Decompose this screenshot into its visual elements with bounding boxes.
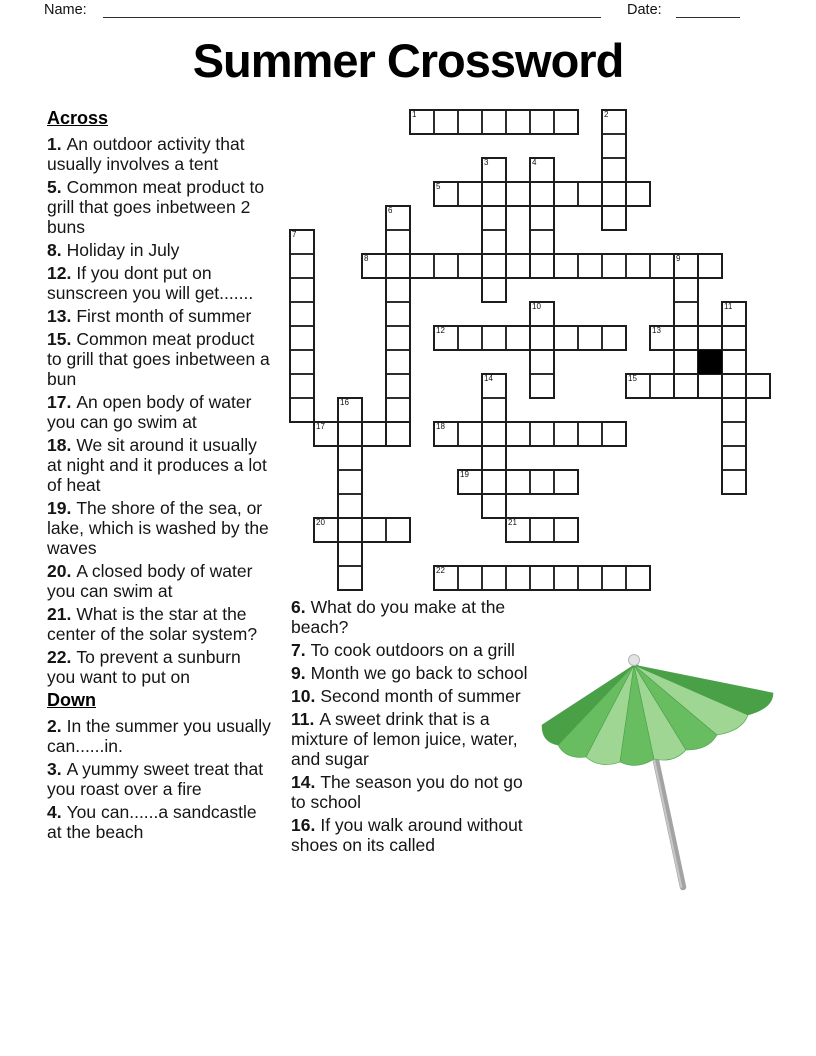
name-line[interactable]: [103, 3, 601, 18]
cell-number: 8: [364, 254, 369, 263]
crossword-cell[interactable]: [674, 350, 698, 374]
crossword-cell[interactable]: [482, 278, 506, 302]
crossword-cell[interactable]: [602, 182, 626, 206]
clue-text: First month of summer: [76, 306, 252, 326]
crossword-cell[interactable]: [698, 254, 722, 278]
crossword-cell[interactable]: [722, 446, 746, 470]
middle-clue-column: [291, 597, 531, 858]
clue-text: If you dont put on sunscreen you will get.......: [47, 263, 254, 303]
clue-text: If you walk around without shoes on its called: [291, 815, 523, 855]
clue-text: A closed body of water you can swim at: [47, 561, 253, 601]
crossword-cell[interactable]: [482, 182, 506, 206]
crossword-cell[interactable]: [602, 206, 626, 230]
crossword-cell[interactable]: [530, 518, 554, 542]
crossword-cell[interactable]: [530, 110, 554, 134]
crossword-cell[interactable]: [290, 326, 314, 350]
clue-text: In the summer you usually can......in.: [47, 716, 271, 756]
crossword-cell[interactable]: [530, 566, 554, 590]
crossword-cell[interactable]: [674, 278, 698, 302]
crossword-cell[interactable]: [722, 374, 746, 398]
crossword-cell[interactable]: [386, 230, 410, 254]
crossword-cell[interactable]: [290, 254, 314, 278]
clue-down-2: [47, 716, 273, 756]
cell-number: 21: [508, 518, 517, 527]
crossword-cell[interactable]: [338, 422, 362, 446]
clue-number: 21.: [47, 604, 72, 624]
crossword-cell[interactable]: [482, 422, 506, 446]
clue-down-3: [47, 759, 273, 799]
crossword-cell[interactable]: [410, 254, 434, 278]
clue-across-13: [47, 306, 273, 326]
clue-down-11: [291, 709, 531, 769]
crossword-cell[interactable]: [338, 518, 362, 542]
crossword-cell[interactable]: [482, 326, 506, 350]
cell-number: 2: [604, 110, 609, 119]
crossword-cell[interactable]: [602, 158, 626, 182]
crossword-cell[interactable]: [722, 398, 746, 422]
crossword-cell[interactable]: [554, 182, 578, 206]
crossword-cell[interactable]: [386, 398, 410, 422]
crossword-cell[interactable]: [530, 254, 554, 278]
crossword-cell[interactable]: [554, 326, 578, 350]
crossword-cell[interactable]: [482, 206, 506, 230]
crossword-cell[interactable]: [722, 470, 746, 494]
crossword-cell[interactable]: [506, 254, 530, 278]
crossword-cell[interactable]: [650, 254, 674, 278]
black-cell: [698, 350, 722, 374]
clue-down-7: [291, 640, 531, 660]
crossword-cell[interactable]: [434, 254, 458, 278]
crossword-cell[interactable]: [458, 566, 482, 590]
crossword-cell[interactable]: [338, 542, 362, 566]
crossword-cell[interactable]: [530, 326, 554, 350]
crossword-cell[interactable]: [626, 182, 650, 206]
clue-text: The shore of the sea, or lake, which is washed by the waves: [47, 498, 269, 558]
crossword-cell[interactable]: [434, 110, 458, 134]
across-header: Across: [47, 108, 109, 128]
cell-number: 5: [436, 182, 441, 191]
crossword-cell[interactable]: [482, 398, 506, 422]
clue-number: 5.: [47, 177, 62, 197]
cell-number: 1: [412, 110, 417, 119]
crossword-cell[interactable]: [746, 374, 770, 398]
crossword-cell[interactable]: [578, 254, 602, 278]
crossword-cell[interactable]: [722, 326, 746, 350]
crossword-cell[interactable]: [338, 470, 362, 494]
clue-across-20: [47, 561, 273, 601]
clue-text: We sit around it usually at night and it produces a lot of heat: [47, 435, 267, 495]
crossword-cell[interactable]: [602, 254, 626, 278]
crossword-cell[interactable]: [722, 350, 746, 374]
clue-number: 8.: [47, 240, 62, 260]
crossword-cell[interactable]: [290, 302, 314, 326]
clue-number: 13.: [47, 306, 72, 326]
crossword-cell[interactable]: [482, 110, 506, 134]
crossword-cell[interactable]: [602, 566, 626, 590]
crossword-cell[interactable]: [506, 422, 530, 446]
clue-text: Common meat product to grill that goes inbetween 2 buns: [47, 177, 265, 237]
crossword-cell[interactable]: [290, 374, 314, 398]
crossword-cell[interactable]: [554, 470, 578, 494]
cell-number: 12: [436, 326, 445, 335]
crossword-cell[interactable]: [530, 206, 554, 230]
crossword-cell[interactable]: [602, 422, 626, 446]
crossword-cell[interactable]: [338, 566, 362, 590]
clue-text: The season you do not go to school: [291, 772, 523, 812]
crossword-cell[interactable]: [650, 374, 674, 398]
clue-text: What do you make at the beach?: [291, 597, 506, 637]
clue-text: Month we go back to school: [310, 663, 528, 683]
clue-text: Common meat product to grill that goes inbetween a bun: [47, 329, 270, 389]
crossword-cell[interactable]: [554, 518, 578, 542]
crossword-cell[interactable]: [290, 398, 314, 422]
clue-number: 19.: [47, 498, 72, 518]
crossword-cell[interactable]: [554, 422, 578, 446]
crossword-cell[interactable]: [362, 518, 386, 542]
down-header: Down: [47, 690, 96, 710]
clue-text: Second month of summer: [320, 686, 521, 706]
crossword-cell[interactable]: [554, 254, 578, 278]
cell-number: 14: [484, 374, 493, 383]
clue-text: An outdoor activity that usually involves a tent: [47, 134, 245, 174]
crossword-cell[interactable]: [458, 254, 482, 278]
crossword-cell[interactable]: [482, 470, 506, 494]
clue-across-19: [47, 498, 273, 558]
clue-across-5: [47, 177, 273, 237]
crossword-cell[interactable]: [578, 566, 602, 590]
name-label: Name:: [44, 2, 87, 18]
crossword-cell[interactable]: [626, 254, 650, 278]
crossword-cell[interactable]: [386, 374, 410, 398]
clue-down-6: [291, 597, 531, 637]
clue-text: An open body of water you can go swim at: [47, 392, 252, 432]
clue-text: To cook outdoors on a grill: [310, 640, 515, 660]
clue-down-10: [291, 686, 531, 706]
left-clue-column: [47, 108, 273, 845]
crossword-cell[interactable]: [386, 422, 410, 446]
clue-number: 10.: [291, 686, 316, 706]
crossword-cell[interactable]: [578, 182, 602, 206]
crossword-cell[interactable]: [338, 446, 362, 470]
clue-number: 22.: [47, 647, 72, 667]
cell-number: 7: [292, 230, 297, 239]
crossword-cell[interactable]: [674, 374, 698, 398]
cell-number: 19: [460, 470, 469, 479]
crossword-cell[interactable]: [602, 134, 626, 158]
clue-text: You can......a sandcastle at the beach: [47, 802, 257, 842]
crossword-cell[interactable]: [482, 446, 506, 470]
clue-across-8: [47, 240, 273, 260]
clue-number: 2.: [47, 716, 62, 736]
date-label: Date:: [627, 2, 662, 18]
cell-number: 13: [652, 326, 661, 335]
umbrella-finial: [629, 655, 640, 666]
crossword-cell[interactable]: [386, 518, 410, 542]
clue-number: 14.: [291, 772, 316, 792]
crossword-cell[interactable]: [554, 566, 578, 590]
crossword-cell[interactable]: [578, 422, 602, 446]
crossword-cell[interactable]: [530, 470, 554, 494]
crossword-cell[interactable]: [386, 350, 410, 374]
cell-number: 20: [316, 518, 325, 527]
crossword-cell[interactable]: [530, 182, 554, 206]
clue-number: 4.: [47, 802, 62, 822]
cell-number: 3: [484, 158, 489, 167]
crossword-cell[interactable]: [530, 230, 554, 254]
crossword-cell[interactable]: [626, 566, 650, 590]
crossword-cell[interactable]: [578, 326, 602, 350]
crossword-cell[interactable]: [458, 110, 482, 134]
crossword-cell[interactable]: [386, 302, 410, 326]
cell-number: 6: [388, 206, 393, 215]
cell-number: 4: [532, 158, 537, 167]
crossword-cell[interactable]: [554, 110, 578, 134]
crossword-cell[interactable]: [482, 494, 506, 518]
clue-text: What is the star at the center of the solar system?: [47, 604, 258, 644]
clue-down-9: [291, 663, 531, 683]
umbrella-svg: [520, 645, 790, 900]
clue-number: 16.: [291, 815, 316, 835]
crossword-cell[interactable]: [530, 422, 554, 446]
cell-number: 11: [724, 302, 733, 311]
clue-number: 6.: [291, 597, 306, 617]
crossword-cell[interactable]: [506, 182, 530, 206]
crossword-cell[interactable]: [386, 326, 410, 350]
crossword-cell[interactable]: [506, 326, 530, 350]
crossword-cell[interactable]: [698, 374, 722, 398]
crossword-cell[interactable]: [338, 494, 362, 518]
cell-number: 22: [436, 566, 445, 575]
clue-number: 1.: [47, 134, 62, 154]
beach-umbrella-image: [520, 645, 790, 900]
crossword-cell[interactable]: [458, 422, 482, 446]
cell-number: 15: [628, 374, 637, 383]
clue-text: To prevent a sunburn you want to put on: [47, 647, 241, 687]
clue-number: 11.: [291, 709, 315, 729]
crossword-cell[interactable]: [506, 470, 530, 494]
crossword-cell[interactable]: [482, 566, 506, 590]
crossword-cell[interactable]: [482, 254, 506, 278]
clue-down-14: [291, 772, 531, 812]
clue-number: 17.: [47, 392, 72, 412]
clue-number: 9.: [291, 663, 306, 683]
clue-number: 15.: [47, 329, 72, 349]
clue-number: 3.: [47, 759, 62, 779]
cell-number: 17: [316, 422, 325, 431]
clue-number: 20.: [47, 561, 72, 581]
crossword-cell[interactable]: [674, 326, 698, 350]
crossword-cell[interactable]: [602, 326, 626, 350]
cell-number: 16: [340, 398, 349, 407]
crossword-cell[interactable]: [362, 422, 386, 446]
page-title: Summer Crossword: [192, 34, 624, 87]
clue-across-21: [47, 604, 273, 644]
crossword-cell[interactable]: [698, 326, 722, 350]
crossword-cell[interactable]: [482, 230, 506, 254]
clue-text: Holiday in July: [66, 240, 180, 260]
crossword-cell[interactable]: [290, 278, 314, 302]
cell-number: 18: [436, 422, 445, 431]
clue-number: 7.: [291, 640, 306, 660]
crossword-cell[interactable]: [290, 350, 314, 374]
date-line[interactable]: [676, 3, 740, 18]
clue-across-18: [47, 435, 273, 495]
crossword-cell[interactable]: [506, 566, 530, 590]
crossword-cell[interactable]: [506, 110, 530, 134]
clue-across-22: [47, 647, 273, 687]
clue-number: 12.: [47, 263, 72, 283]
crossword-cell[interactable]: [386, 278, 410, 302]
clue-across-12: [47, 263, 273, 303]
crossword-cell[interactable]: [386, 254, 410, 278]
crossword-cell[interactable]: [458, 326, 482, 350]
clue-text: A yummy sweet treat that you roast over a fire: [47, 759, 264, 799]
clue-across-1: [47, 134, 273, 174]
clue-down-4: [47, 802, 273, 842]
crossword-cell[interactable]: [530, 374, 554, 398]
clue-across-17: [47, 392, 273, 432]
clue-text: A sweet drink that is a mixture of lemon juice, water, and sugar: [291, 709, 518, 769]
crossword-cell[interactable]: [530, 350, 554, 374]
clue-down-16: [291, 815, 531, 855]
crossword-cell[interactable]: [722, 422, 746, 446]
clue-number: 18.: [47, 435, 72, 455]
cell-number: 9: [676, 254, 681, 263]
crossword-cell[interactable]: [458, 182, 482, 206]
clue-across-15: [47, 329, 273, 389]
crossword-cell[interactable]: [674, 302, 698, 326]
cell-number: 10: [532, 302, 541, 311]
